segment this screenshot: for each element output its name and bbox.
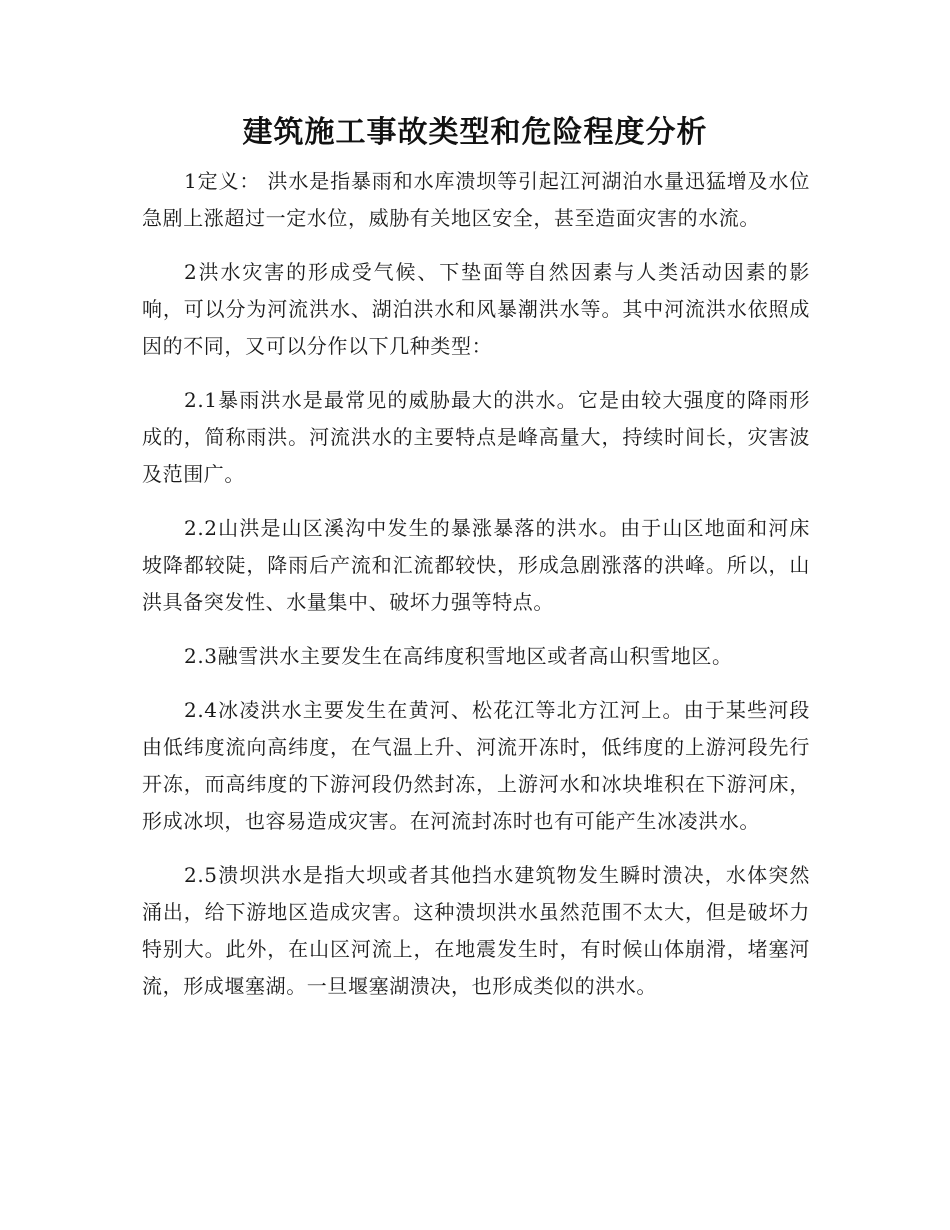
document-title: 建筑施工事故类型和危险程度分析 xyxy=(242,115,708,150)
document-body xyxy=(142,163,810,1022)
paragraph-ice-flood: 2.4冰凌洪水主要发生在黄河、松花江等北方江河上。由于某些河段由低纬度流向高纬度，在气温上升、河流开冻时，低纬度的上游河段先行开冻，而高纬度的下游河段仍然封冻，上游河水和冰块堆积在下游河床，形成冰坝，也容易造成灾害。在河流封冻时也有可能产生冰凌洪水。 xyxy=(142,698,810,833)
paragraph-mountain-flood: 2.2山洪是山区溪沟中发生的暴涨暴落的洪水。由于山区地面和河床坡降都较陡，降雨后产流和汇流都较快，形成急剧涨落的洪峰。所以，山洪具备突发性、水量集中、破坏力强等特点。 xyxy=(142,516,810,614)
paragraph-snowmelt-flood: 2.3融雪洪水主要发生在高纬度积雪地区或者高山积雪地区。 xyxy=(184,644,733,668)
paragraph-rainstorm-flood: 2.1暴雨洪水是最常见的威胁最大的洪水。它是由较大强度的降雨形成的，简称雨洪。河流洪水的主要特点是峰高量大，持续时间长，灾害波及范围广。 xyxy=(142,388,810,486)
paragraph-definition: 1定义： 洪水是指暴雨和水库溃坝等引起江河湖泊水量迅猛增及水位急剧上涨超过一定水位，威胁有关地区安全，甚至造面灾害的水流。 xyxy=(142,169,810,230)
paragraph-dam-break-flood: 2.5溃坝洪水是指大坝或者其他挡水建筑物发生瞬时溃决，水体突然涌出，给下游地区造成灾害。这种溃坝洪水虽然范围不太大，但是破坏力特别大。此外，在山区河流上，在地震发生时，有时候山体崩滑，堵塞河流，形成堰塞湖。一旦堰塞湖溃决，也形成类似的洪水。 xyxy=(142,863,810,998)
paragraph-flood-formation: 2洪水灾害的形成受气候、下垫面等自然因素与人类活动因素的影响，可以分为河流洪水、湖泊洪水和风暴潮洪水等。其中河流洪水依照成因的不同，又可以分作以下几种类型： xyxy=(142,260,810,358)
